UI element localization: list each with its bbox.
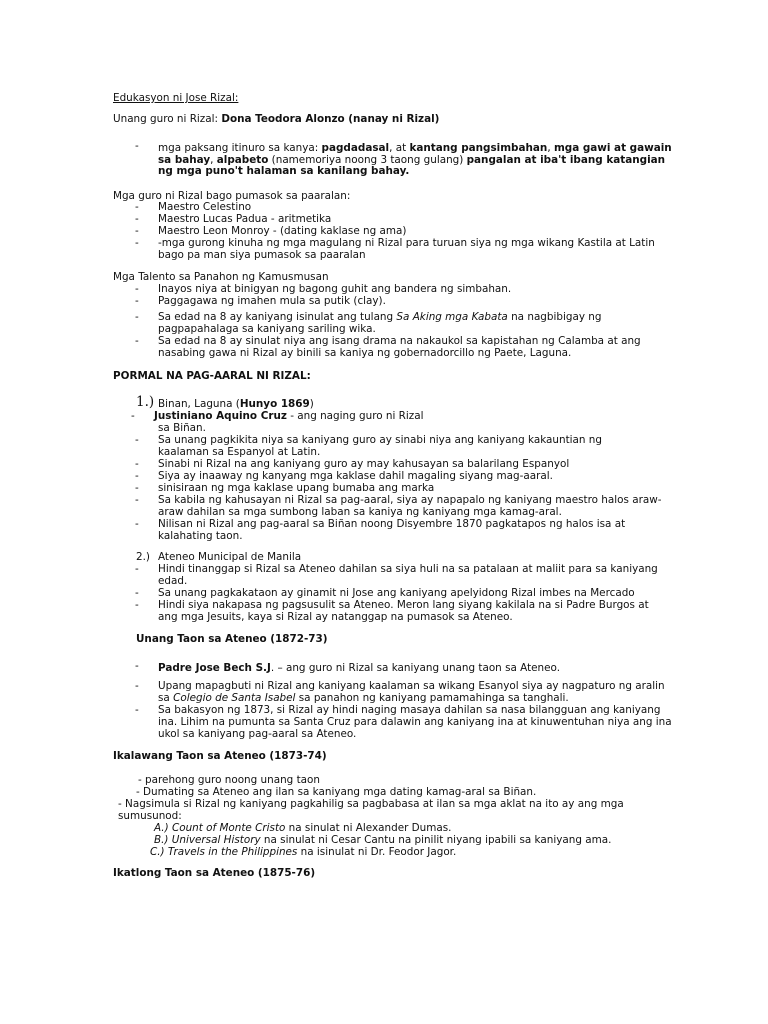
- text-span: , at: [389, 142, 410, 154]
- list-item: - Dumating sa Ateneo ang ilan sa kaniyang mga dating kamag-aral sa Biñan.: [136, 786, 537, 798]
- section-number: 2.): [136, 551, 150, 563]
- formal-heading: PORMAL NA PAG-AARAL NI RIZAL:: [113, 370, 311, 382]
- bullet-dash: -: [135, 599, 139, 611]
- text-span: mga paksang itinuro sa kanya:: [158, 142, 322, 154]
- list-item: Sa edad na 8 ay sinulat niya ang isang drama na nakaukol sa kapistahan ng Calamba at ang: [158, 335, 641, 347]
- teacher-line: [158, 662, 560, 674]
- bullet-dash: -: [135, 335, 139, 347]
- bullet-dash: -: [135, 458, 139, 470]
- list-item: Sa bakasyon ng 1873, si Rizal ay hindi naging masaya dahilan sa nasa bilangguan ang kaniyang: [158, 704, 661, 716]
- text-span: Colegio de Santa Isabel: [173, 692, 296, 704]
- list-item: Sinabi ni Rizal na ang kaniyang guro ay may kahusayan sa balarilang Espanyol: [158, 458, 570, 470]
- book-item: [150, 846, 456, 858]
- list-item: Sa kabila ng kahusayan ni Rizal sa pag-aaral, siya ay napapalo ng kaniyang maestro halos araw-: [158, 494, 662, 506]
- bullet-dash: -: [135, 587, 139, 599]
- text-span: . – ang guro ni Rizal sa kaniyang unang taon sa Ateneo.: [270, 662, 561, 674]
- bullet-dash: -: [135, 660, 139, 672]
- list-item-cont: araw dahilan sa mga sumbong laban sa kaniya ng kaniyang mga kamag-aral.: [158, 506, 562, 518]
- list-item: Maestro Lucas Padua - aritmetika: [158, 213, 332, 225]
- bullet-dash: -: [135, 704, 139, 716]
- text-span: A.) Count of Monte Cristo: [154, 822, 286, 834]
- text-span: sa: [158, 692, 174, 704]
- text-span: ,: [210, 154, 217, 166]
- list-item: Nilisan ni Rizal ang pag-aaral sa Biñan noong Disyembre 1870 pagkatapos ng halos isa at: [158, 518, 626, 530]
- list-item: sinisiraan ng mga kaklase upang bumaba ang marka: [158, 482, 435, 494]
- text-span: sa bahay: [158, 154, 211, 166]
- list-item-cont: ang mga Jesuits, kaya si Rizal ay natanggap na pumasok sa Ateneo.: [158, 611, 513, 623]
- section-title: Ateneo Municipal de Manila: [158, 551, 302, 563]
- book-item: [154, 834, 611, 846]
- list-item: Sa unang pagkakataon ay ginamit ni Jose ang kaniyang apelyidong Rizal imbes na Mercado: [158, 587, 635, 599]
- year1-heading: Unang Taon sa Ateneo (1872-73): [136, 633, 328, 645]
- text-span: na isinulat ni Dr. Feodor Jagor.: [297, 846, 457, 858]
- list-item: - parehong guro noong unang taon: [138, 774, 320, 786]
- text-span: pagdadasal: [321, 142, 390, 154]
- list-item-cont: sumusunod:: [118, 810, 182, 822]
- list-item-cont: edad.: [158, 575, 188, 587]
- bullet-dash: -: [135, 494, 139, 506]
- list-item: Sa unang pagkikita niya sa kaniyang guro ay sinabi niya ang kaniyang kakauntian ng: [158, 434, 602, 446]
- text-span: ,: [547, 142, 554, 154]
- year2-heading: Ikalawang Taon sa Ateneo (1873-74): [113, 750, 327, 762]
- list-item: Hindi tinanggap si Rizal sa Ateneo dahilan sa siya huli na sa patalaan at maliit para sa kaniyang: [158, 563, 658, 575]
- list-item: [158, 311, 601, 323]
- section-number: 1.): [136, 394, 155, 410]
- text-span: - ang naging guro ni Rizal: [286, 410, 424, 422]
- text-span: ): [309, 398, 314, 410]
- subjects-line-3: ng mga puno't halaman sa kanilang bahay.: [158, 165, 410, 177]
- bullet-dash: -: [135, 140, 139, 152]
- list-item-cont: kaalaman sa Espanyol at Latin.: [158, 446, 321, 458]
- list-item: Maestro Celestino: [158, 201, 252, 213]
- bullet-dash: -: [135, 563, 139, 575]
- bullet-dash: -: [131, 410, 135, 422]
- bullet-dash: -: [135, 311, 139, 323]
- list-item-cont: bago pa man siya pumasok sa paaralan: [158, 249, 366, 261]
- list-item-cont: kalahating taon.: [158, 530, 243, 542]
- text-span: na nagbibigay ng: [507, 311, 602, 323]
- teacher-line-cont: sa Biñan.: [158, 422, 206, 434]
- bullet-dash: -: [135, 295, 139, 307]
- list-item: -mga gurong kinuha ng mga magulang ni Rizal para turuan siya ng mga wikang Kastila at Latin: [158, 237, 655, 249]
- list-item: - Nagsimula si Rizal ng kaniyang pagkahilig sa pagbabasa at ilan sa mga aklat na ito ay ang mga: [118, 798, 624, 810]
- pre-school-heading: Mga guro ni Rizal bago pumasok sa paaralan:: [113, 190, 351, 202]
- bullet-dash: -: [135, 283, 139, 295]
- bullet-dash: -: [135, 470, 139, 482]
- bullet-dash: -: [135, 225, 139, 237]
- page-title: Edukasyon ni Jose Rizal:: [113, 92, 239, 104]
- talents-heading: Mga Talento sa Panahon ng Kamusmusan: [113, 271, 329, 283]
- subjects-line-1: [158, 142, 672, 154]
- list-item-cont: pagpapahalaga sa kaniyang sariling wika.: [158, 323, 376, 335]
- teacher-line: [154, 410, 424, 422]
- bullet-dash: -: [135, 518, 139, 530]
- bullet-dash: -: [135, 680, 139, 692]
- year3-heading: Ikatlong Taon sa Ateneo (1875-76): [113, 867, 316, 879]
- text-span: Justiniano Aquino Cruz: [154, 410, 287, 422]
- text-span: Binan, Laguna (: [158, 398, 240, 410]
- bullet-dash: -: [135, 201, 139, 213]
- text-span: Sa Aking mga Kabata: [396, 311, 508, 323]
- text-span: alpabeto: [216, 154, 269, 166]
- text-span: C.) Travels in the Philippines: [150, 846, 298, 858]
- text-span: Sa edad na 8 ay kaniyang isinulat ang tulang: [158, 311, 397, 323]
- list-item: Inayos niya at binigyan ng bagong guhit ang bandera ng simbahan.: [158, 283, 512, 295]
- list-item: Hindi siya nakapasa ng pagsusulit sa Ateneo. Meron lang siyang kakilala na si Padre Burgos at: [158, 599, 649, 611]
- list-item-cont: nasabing gawa ni Rizal ay binili sa kaniya ng gobernadorcillo ng Paete, Laguna.: [158, 347, 572, 359]
- bullet-dash: -: [135, 213, 139, 225]
- list-item-cont: ina. Lihim na pumunta sa Santa Cruz para dalawin ang kaniyang ina at kinuwentuhan niya ang ina: [158, 716, 672, 728]
- text-span: kantang pangsimbahan: [409, 142, 548, 154]
- text-span: sa panahon ng kaniyang pamamahinga sa tanghali.: [295, 692, 569, 704]
- text-span: na sinulat ni Cesar Cantu na pinilit niyang ipabili sa kaniyang ama.: [260, 834, 612, 846]
- text-span: (namemoriya noong 3 taong gulang): [268, 154, 467, 166]
- list-item: Paggagawa ng imahen mula sa putik (clay).: [158, 295, 386, 307]
- text-span: Padre Jose Bech S.J: [158, 662, 271, 674]
- text-span: B.) Universal History: [154, 834, 261, 846]
- list-item: Siya ay inaaway ng kanyang mga kaklase dahil magaling siyang mag-aaral.: [158, 470, 553, 482]
- first-teacher-line: Unang guro ni Rizal: Dona Teodora Alonzo (nanay ni Rizal): [113, 113, 440, 125]
- text-span: mga gawi at gawain: [553, 142, 672, 154]
- text-span: na sinulat ni Alexander Dumas.: [285, 822, 452, 834]
- bullet-dash: -: [135, 434, 139, 446]
- text-span: pangalan at iba't ibang katangian: [466, 154, 666, 166]
- section-title: [158, 398, 314, 410]
- book-item: [154, 822, 451, 834]
- list-item: Upang mapagbuti ni Rizal ang kaniyang kaalaman sa wikang Esanyol siya ay nagpaturo ng aralin: [158, 680, 665, 692]
- list-item-cont: ukol sa kaniyang pag-aaral sa Ateneo.: [158, 728, 357, 740]
- text-span: Hunyo 1869: [239, 398, 310, 410]
- list-item-cont: [158, 692, 569, 704]
- bullet-dash: -: [135, 482, 139, 494]
- list-item: Maestro Leon Monroy - (dating kaklase ng ama): [158, 225, 407, 237]
- bullet-dash: -: [135, 237, 139, 249]
